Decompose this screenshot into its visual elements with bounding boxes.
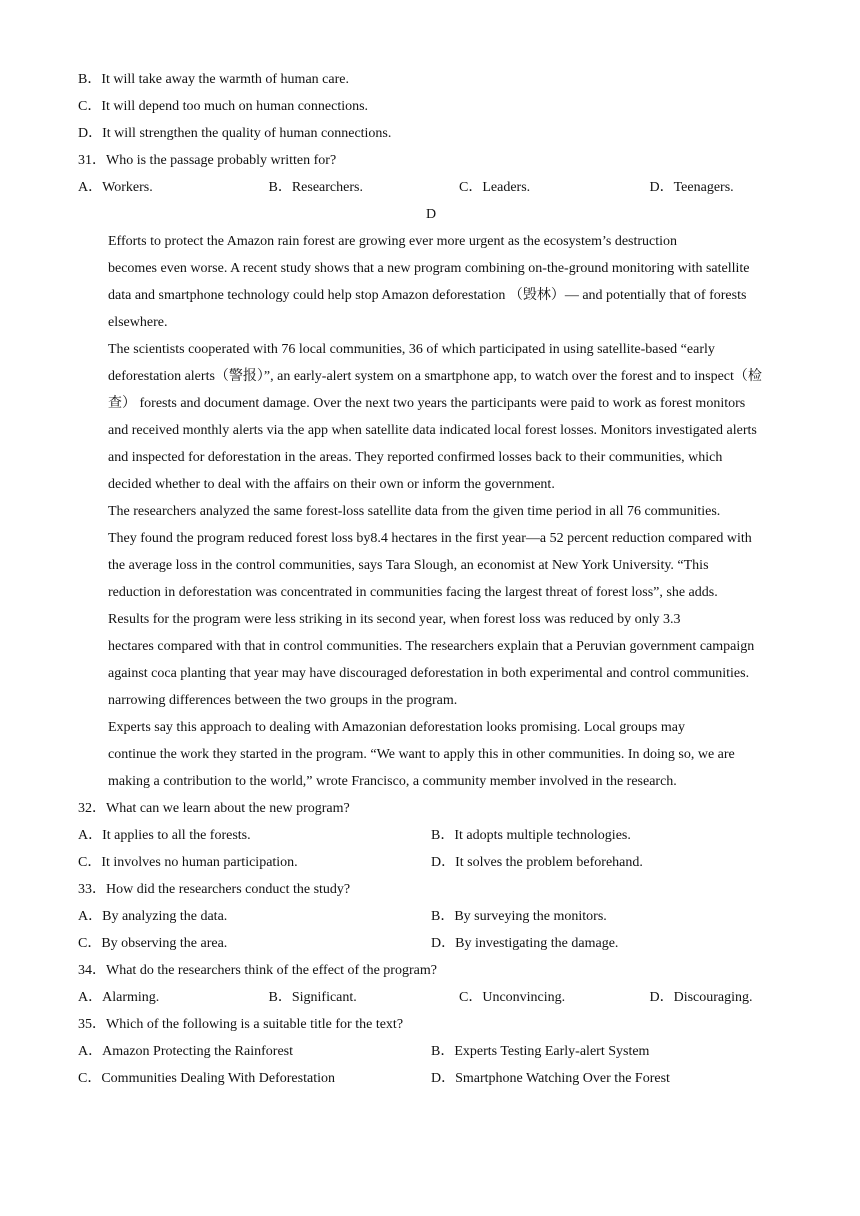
passage-line: becomes even worse. A recent study shows that a new program combining on-the-ground monitoring with satellite <box>108 261 750 276</box>
q33-option-b: B．By surveying the monitors. <box>431 909 607 924</box>
q32-option-a: A．It applies to all the forests. <box>78 828 251 843</box>
q34-option-b: B．Significant. <box>268 990 357 1005</box>
passage-line: data and smartphone technology could help stop Amazon deforestation （毁林）— and potentially that of forests <box>108 288 747 303</box>
passage-line: making a contribution to the world,” wrote Francisco, a community member involved in the research. <box>108 774 677 789</box>
q33-question: 33．How did the researchers conduct the study? <box>78 882 351 897</box>
q33-option-a: A．By analyzing the data. <box>78 909 228 924</box>
passage-line: hectares compared with that in control communities. The researchers explain that a Peruvian government campaign <box>108 639 755 654</box>
q35-question: 35．Which of the following is a suitable title for the text? <box>78 1017 404 1032</box>
q31-option-b: B．Researchers. <box>268 180 363 195</box>
q35-options-row-1 <box>78 1038 784 1065</box>
q31-option-c: C．Leaders. <box>459 180 531 195</box>
passage-line: Efforts to protect the Amazon rain forest are growing ever more urgent as the ecosystem’s destruction <box>108 234 678 249</box>
passage-paragraph-3 <box>78 498 784 606</box>
passage-line: the average loss in the control communities, says Tara Slough, an economist at New York University. “This <box>108 558 709 573</box>
q33-option-c: C．By observing the area. <box>78 936 228 951</box>
q30-option-c: C．It will depend too much on human connections. <box>78 99 369 114</box>
passage-line: The researchers analyzed the same forest-loss satellite data from the given time period in all 76 communities. <box>108 504 721 519</box>
passage-paragraph-2 <box>78 336 784 498</box>
passage-paragraph-5 <box>78 714 784 795</box>
section-title: D <box>425 207 437 222</box>
passage-line: and received monthly alerts via the app when satellite data indicated local forest losses. Monitors investigated alerts <box>108 423 757 438</box>
q34-option-c: C．Unconvincing. <box>459 990 566 1005</box>
passage-line: 查） forests and document damage. Over the next two years the participants were paid to work as forest monitors <box>108 396 746 411</box>
passage-line: They found the program reduced forest loss by8.4 hectares in the first year—a 52 percent reduction compared with <box>108 531 752 546</box>
q32-options-row-2 <box>78 849 784 876</box>
q30-option-d: D．It will strengthen the quality of human connections. <box>78 126 392 141</box>
q35-option-d: D．Smartphone Watching Over the Forest <box>431 1071 670 1086</box>
q31-options <box>78 174 784 201</box>
passage-line: against coca planting that year may have discouraged deforestation in both experimental and control communities. <box>108 666 750 681</box>
q34-option-a: A．Alarming. <box>78 990 160 1005</box>
q30-option-b: B．It will take away the warmth of human care. <box>78 72 349 87</box>
q32-option-d: D．It solves the problem beforehand. <box>431 855 643 870</box>
passage-line: Experts say this approach to dealing with Amazonian deforestation looks promising. Local groups may <box>108 720 685 735</box>
exam-page <box>78 66 784 1092</box>
q35-options-row-2 <box>78 1065 784 1092</box>
passage-line: and inspected for deforestation in the areas. They reported confirmed losses back to their communities, which <box>108 450 723 465</box>
q34-options <box>78 984 784 1011</box>
passage-line: The scientists cooperated with 76 local communities, 36 of which participated in using satellite-based “early <box>108 342 715 357</box>
q33-option-d: D．By investigating the damage. <box>431 936 619 951</box>
q33-options-row-1 <box>78 903 784 930</box>
q35-option-a: A．Amazon Protecting the Rainforest <box>78 1044 294 1059</box>
q35-option-c: C．Communities Dealing With Deforestation <box>78 1071 335 1086</box>
q32-options-row-1 <box>78 822 784 849</box>
q31-option-a: A．Workers. <box>78 180 153 195</box>
q33-options-row-2 <box>78 930 784 957</box>
passage-line: decided whether to deal with the affairs on their own or inform the government. <box>108 477 555 492</box>
passage-line: narrowing differences between the two groups in the program. <box>108 693 458 708</box>
q32-option-b: B．It adopts multiple technologies. <box>431 828 631 843</box>
q32-question: 32．What can we learn about the new program? <box>78 801 350 816</box>
q35-option-b: B．Experts Testing Early-alert System <box>431 1044 650 1059</box>
passage-line: reduction in deforestation was concentrated in communities facing the largest threat of forest loss”, she adds. <box>108 585 718 600</box>
passage <box>78 228 784 795</box>
q34-question: 34．What do the researchers think of the effect of the program? <box>78 963 437 978</box>
passage-line: elsewhere. <box>108 315 168 330</box>
q31-option-d: D．Teenagers. <box>649 180 734 195</box>
passage-line: deforestation alerts（警报）”, an early-alert system on a smartphone app, to watch over the forest and to inspect（检 <box>108 369 762 384</box>
q34-option-d: D．Discouraging. <box>649 990 753 1005</box>
passage-line: Results for the program were less striking in its second year, when forest loss was reduced by only 3.3 <box>108 612 681 627</box>
q31-question: 31．Who is the passage probably written for? <box>78 153 337 168</box>
passage-line: continue the work they started in the program. “We want to apply this in other communities. In doing so, we are <box>108 747 735 762</box>
q32-option-c: C．It involves no human participation. <box>78 855 298 870</box>
passage-paragraph-1 <box>78 228 784 336</box>
passage-paragraph-4 <box>78 606 784 714</box>
